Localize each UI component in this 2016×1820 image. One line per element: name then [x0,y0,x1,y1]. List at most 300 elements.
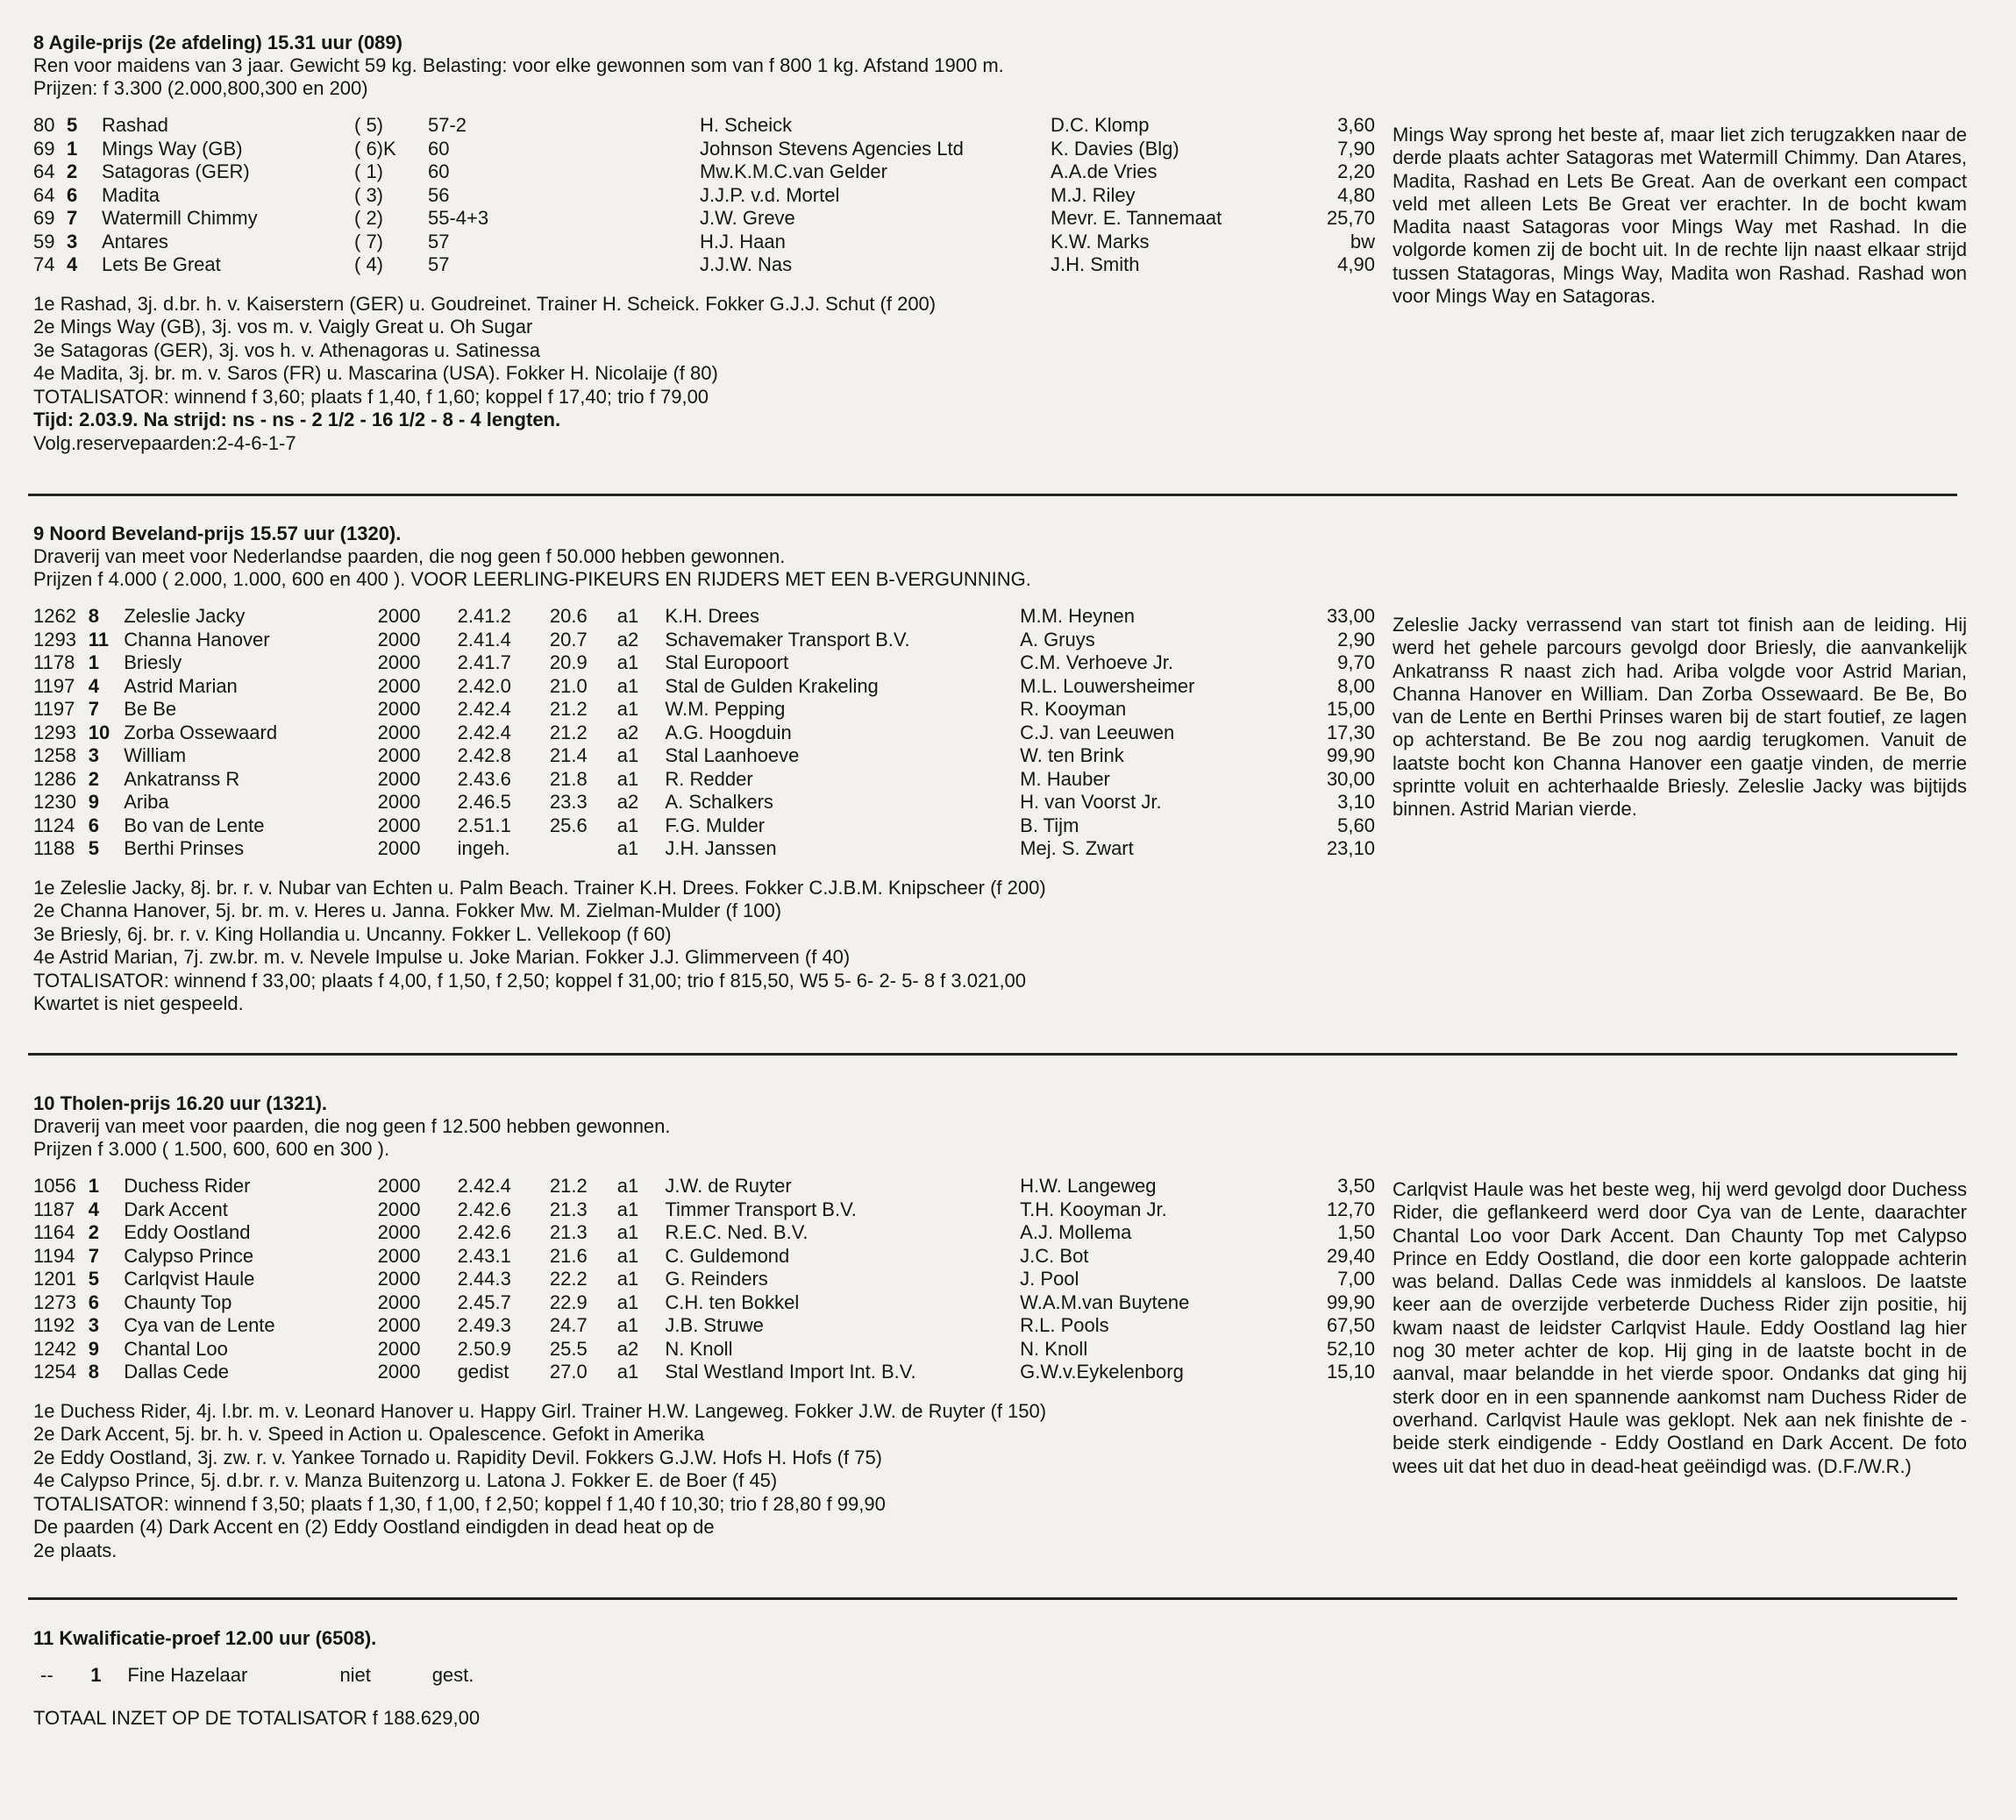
table-row [33,1198,1375,1222]
table-row [33,231,1375,254]
table-cell: a1 [616,651,639,673]
cell-number: 1 [90,1664,102,1686]
table-cell: Channa Hanover [124,628,270,651]
table-row [33,651,1375,675]
table-cell: Antares [102,230,168,252]
table-cell: 2.42.6 [457,1221,511,1243]
table-cell: 2 [88,767,99,790]
table-cell: 2000 [377,791,421,813]
table-cell: ( 7) [354,230,383,252]
table-cell: 74 [33,253,55,275]
table-cell: Mw.K.M.C.van Gelder [700,160,887,182]
table-cell: 8 [88,1361,99,1383]
table-cell: 17,30 [1326,721,1375,743]
table-cell: 99,90 [1326,1290,1375,1313]
table-cell: 4 [88,674,99,697]
table-cell: 1273 [33,1290,76,1313]
table-cell: 1262 [33,605,76,627]
table-row [33,1338,1375,1361]
table-cell: 1178 [33,651,75,673]
race-entries-table [33,114,1375,277]
table-cell: Briesly [124,651,182,673]
table-cell: Stal Europoort [665,651,789,673]
table-cell: H.W. Langeweg [1020,1175,1157,1197]
table-cell: Eddy Oostland [124,1221,251,1243]
table-cell: Ankatranss R [124,767,240,790]
table-row [33,722,1375,745]
table-cell: 2.41.7 [457,651,511,673]
table-cell: Duchess Rider [124,1175,251,1197]
table-cell: 1187 [33,1198,75,1220]
table-cell: R. Redder [665,767,753,790]
table-cell: M. Hauber [1020,767,1110,790]
table-cell: Zorba Ossewaard [124,721,278,743]
table-cell: 15,10 [1326,1361,1375,1383]
result-line: 4e Calypso Prince, 5j. d.br. r. v. Manza Buitenzorg u. Latona J. Fokker E. de Boer (f 45) [33,1469,778,1491]
table-cell: 1192 [33,1314,75,1336]
table-cell: Chaunty Top [124,1290,232,1313]
table-cell: 7 [67,207,78,229]
table-cell: Satagoras (GER) [102,160,250,182]
table-cell: 6 [88,814,99,836]
table-cell: 1 [67,137,78,160]
table-cell: 2,90 [1337,628,1375,651]
result-line: 2e Dark Accent, 5j. br. h. v. Speed in Action u. Opalescence. Gefokt in Amerika [33,1423,705,1445]
table-cell: 9 [88,1337,99,1360]
table-cell: C.J. van Leeuwen [1020,721,1175,743]
table-row [33,698,1375,722]
table-cell: J. Pool [1020,1268,1079,1290]
table-cell: R. Kooyman [1020,698,1127,720]
table-cell: 57 [428,253,450,275]
table-cell: 1293 [33,628,76,651]
table-cell: 25,70 [1326,207,1375,229]
table-cell: 99,90 [1326,744,1375,766]
table-cell: 2 [67,160,78,182]
table-cell: a1 [616,1290,639,1313]
table-cell: 2000 [377,814,421,836]
table-cell: 55-4+3 [428,207,489,229]
table-cell: 64 [33,160,55,182]
table-row [33,1175,1375,1198]
table-cell: 1242 [33,1337,76,1360]
table-cell: 60 [428,160,450,182]
table-cell: 3 [88,744,99,766]
table-cell: 1230 [33,791,76,813]
table-cell: 20.6 [549,605,588,627]
table-row [33,1664,524,1688]
table-cell: 27.0 [549,1361,588,1383]
table-cell: a2 [616,1337,639,1360]
table-cell: 2.44.3 [457,1268,511,1290]
table-cell: ( 1) [354,160,383,182]
table-cell: 52,10 [1326,1337,1375,1360]
table-cell: 2000 [377,1244,421,1267]
table-cell: Lets Be Great [102,253,221,275]
table-cell: 1254 [33,1361,76,1383]
result-line: 3e Satagoras (GER), 3j. vos h. v. Athenagoras u. Satinessa [33,338,541,361]
table-cell: ( 6)K [354,137,396,160]
table-cell: 2.42.4 [457,698,511,720]
table-cell: C.M. Verhoeve Jr. [1020,651,1174,673]
table-cell: William [124,744,187,766]
table-cell: H. Scheick [700,114,793,136]
table-row [33,605,1375,629]
table-cell: Berthi Prinses [124,837,245,859]
table-cell: C. Guldemond [665,1244,790,1267]
table-cell: A.A.de Vries [1051,160,1158,182]
table-cell: Carlqvist Haule [124,1268,255,1290]
table-cell: 57-2 [428,114,467,136]
table-cell: K.H. Drees [665,605,760,627]
table-cell: 3 [88,1314,99,1336]
table-cell: 2000 [377,698,421,720]
table-cell: 59 [33,230,55,252]
table-cell: a2 [616,791,639,813]
table-cell: Dallas Cede [124,1361,230,1383]
table-cell: Astrid Marian [124,674,238,697]
table-cell: J.J.W. Nas [700,253,793,275]
table-row [33,744,1375,768]
table-cell: 30,00 [1326,767,1375,790]
table-cell: 4 [67,253,78,275]
table-cell: 1197 [33,674,75,697]
table-row [33,1314,1375,1338]
table-cell: 2000 [377,1361,421,1383]
table-cell: 2000 [377,1175,421,1197]
table-cell: 3,10 [1337,791,1375,813]
table-row [33,1268,1375,1291]
table-cell: a1 [616,837,639,859]
table-row [33,675,1375,699]
table-cell: 4,90 [1337,253,1375,275]
race-results [33,877,1963,1016]
table-cell: 12,70 [1326,1198,1375,1220]
table-cell: 2.45.7 [457,1290,511,1313]
cell-form: -- [40,1664,53,1686]
table-cell: 25.6 [549,814,588,836]
race-comment: Zeleslie Jacky verrassend van start tot finish aan de leiding. Hij werd het gehele parcours gevolgd door Briesly, die aanvankelijk Ankatranss R naast zich had. Ariba volgde voor Astrid Marian, Channa Hanover en William. Dan Zorba Ossewaard. Be Be, Bo van de Lente en Berthi Prinses waren bij de start foutief, ze lagen op achterstand. Be Be zou nog aardig terugkomen. Vanuit de laatste bocht kon Channa Hanover een gaatje vinden, de merrie sprintte voluit en achterhaalde Briesly. Zeleslie Jacky was bijtijds binnen. Astrid Marian vierde. [1393,614,1967,821]
table-cell: 1164 [33,1221,75,1243]
table-cell: a1 [616,674,639,697]
table-cell: 60 [428,137,450,160]
table-cell: a1 [616,1221,639,1243]
cell-horse: Fine Hazelaar [127,1664,248,1686]
totalisator-line: TOTALISATOR: winnend f 3,50; plaats f 1,30, f 1,00, f 2,50; koppel f 1,40 f 10,30; trio f 28,80 f 99,90 [33,1492,886,1515]
table-cell: Zeleslie Jacky [124,605,246,627]
table-cell: a1 [616,1244,639,1267]
table-cell: ingeh. [457,837,510,859]
table-cell: 25.5 [549,1337,588,1360]
table-cell: Be Be [124,698,177,720]
table-cell: 2000 [377,744,421,766]
table-cell: Stal Westland Import Int. B.V. [665,1361,916,1383]
table-cell: 7 [88,698,99,720]
race-comment: Mings Way sprong het beste af, maar liet zich terugzakken naar de derde plaats achter Satagoras met Watermill Chimmy. Dan Atares, Madita, Rashad en Lets Be Great. Aan de overkant een compact veld met alleen Lets Be Great ver erachter. In de bocht kwam Madita naast Satagoras voor Mings Way met Rashad. In die volgorde komen zij de bocht uit. In de rechte lijn naast elkaar strijd tussen Statagoras, Mings Way, Madita won Rashad. Rashad won voor Mings Way en Satagoras. [1393,124,1967,308]
table-cell: Timmer Transport B.V. [665,1198,857,1220]
totalisator-line: TOTALISATOR: winnend f 33,00; plaats f 4,00, f 1,50, f 2,50; koppel f 31,00; trio f 815,50, W5 5- 6- 2- 5- 8 f 3.021,00 [33,969,1027,992]
table-cell: 2,20 [1337,160,1375,182]
table-cell: K. Davies (Blg) [1051,137,1179,160]
table-cell: A.J. Mollema [1020,1221,1132,1243]
table-cell: N. Knoll [665,1337,733,1360]
table-cell: H. van Voorst Jr. [1020,791,1162,813]
table-cell: 20.7 [549,628,588,651]
table-cell: 2000 [377,1314,421,1336]
table-row [33,160,1375,184]
race-results [33,293,1963,456]
table-cell: gedist [457,1361,509,1383]
table-cell: 2.50.9 [457,1337,511,1360]
table-cell: 2000 [377,605,421,627]
table-cell: 3,60 [1337,114,1375,136]
table-cell: a1 [616,1314,639,1336]
table-cell: 3,50 [1337,1175,1375,1197]
table-cell: a2 [616,628,639,651]
table-cell: 1293 [33,721,76,743]
table-cell [550,837,617,861]
table-cell: Schavemaker Transport B.V. [665,628,910,651]
table-cell: 33,00 [1326,605,1375,627]
table-cell: 9 [88,791,99,813]
table-cell: 10 [88,721,110,743]
table-cell: 6 [67,183,78,206]
table-cell: 1201 [33,1268,76,1290]
table-cell: 69 [33,207,55,229]
table-cell: 2.49.3 [457,1314,511,1336]
table-cell: 1 [88,651,99,673]
table-cell: 21.0 [549,674,588,697]
table-cell: a1 [616,1268,639,1290]
table-cell: 2.42.0 [457,674,511,697]
table-cell: 20.9 [549,651,588,673]
table-cell: 56 [428,183,450,206]
table-cell: M.L. Louwersheimer [1020,674,1195,697]
table-cell: J.J.P. v.d. Mortel [700,183,840,206]
table-row [33,791,1375,814]
race-entries-table [33,1664,524,1688]
table-cell: a1 [616,1198,639,1220]
table-cell: Dark Accent [124,1198,228,1220]
table-cell: 2000 [377,1198,421,1220]
race-9 [33,522,1967,1016]
table-cell: 57 [428,230,450,252]
table-cell: Cya van de Lente [124,1314,275,1336]
table-cell: C.H. ten Bokkel [665,1290,800,1313]
table-cell: 2000 [377,767,421,790]
table-cell: 2 [88,1221,99,1243]
table-cell: a1 [616,605,639,627]
table-cell: 21.2 [549,1175,588,1197]
table-cell: 3 [67,230,78,252]
table-cell: 7 [88,1244,99,1267]
table-cell: ( 3) [354,183,383,206]
table-cell: 2.42.6 [457,1198,511,1220]
table-cell: M.M. Heynen [1020,605,1135,627]
table-cell: a1 [616,1175,639,1197]
table-cell: M.J. Riley [1051,183,1136,206]
table-cell: Chantal Loo [124,1337,228,1360]
table-cell: a1 [616,767,639,790]
table-cell: A. Schalkers [665,791,773,813]
note-line: 2e plaats. [33,1539,118,1561]
section-divider [28,1053,1957,1056]
table-cell: 5 [88,837,99,859]
table-cell: 80 [33,114,55,136]
table-cell: J.C. Bot [1020,1244,1089,1267]
table-cell: ( 5) [354,114,383,136]
table-cell: 9,70 [1337,651,1375,673]
table-cell: 6 [88,1290,99,1313]
table-cell: A.G. Hoogduin [665,721,792,743]
table-row [33,1221,1375,1245]
table-cell: bw [1350,230,1375,252]
table-cell: R.L. Pools [1020,1314,1109,1336]
table-cell: 22.9 [549,1290,588,1313]
table-cell: 2.43.6 [457,767,511,790]
section-divider [28,494,1957,496]
race-prizes: Prijzen f 4.000 ( 2.000, 1.000, 600 en 400 ). VOOR LEERLING-PIKEURS EN RIJDERS MET EEN B-VERGUNNING. [33,568,1031,590]
table-cell: G.W.v.Eykelenborg [1020,1361,1184,1383]
total-bet-line: TOTAAL INZET OP DE TOTALISATOR f 188.629,00 [33,1706,481,1729]
table-cell: W.A.M.van Buytene [1020,1290,1190,1313]
section-divider [28,1597,1957,1600]
race-conditions: Draverij van meet voor paarden, die nog geen f 12.500 hebben gewonnen. [33,1115,671,1137]
table-cell: W.M. Pepping [665,698,786,720]
table-cell: 4 [88,1198,99,1220]
table-cell: Johnson Stevens Agencies Ltd [700,137,964,160]
table-cell: Stal de Gulden Krakeling [665,674,879,697]
table-cell: 2.42.8 [457,744,511,766]
result-line: 1e Rashad, 3j. d.br. h. v. Kaiserstern (GER) u. Goudreinet. Trainer H. Scheick. Fokker G.J.J. Schut (f 200) [33,292,937,315]
table-cell: 21.2 [549,721,588,743]
reserve-line: Volg.reservepaarden:2-4-6-1-7 [33,431,296,454]
table-cell: 2000 [377,1221,421,1243]
table-cell: 1194 [33,1244,75,1267]
table-cell: Mings Way (GB) [102,137,243,160]
race-title: 8 Agile-prijs (2e afdeling) 15.31 uur (089) [33,32,402,53]
table-cell: 21.4 [549,744,588,766]
result-line: 4e Astrid Marian, 7j. zw.br. m. v. Nevele Impulse u. Joke Marian. Fokker J.J. Glimmerveen (f 40) [33,946,851,968]
table-cell: 1188 [33,837,75,859]
table-cell: J.B. Struwe [665,1314,764,1336]
table-cell: 7,90 [1337,137,1375,160]
table-cell: J.H. Smith [1051,253,1140,275]
table-row [33,814,1375,838]
result-line: 2e Mings Way (GB), 3j. vos m. v. Vaigly Great u. Oh Sugar [33,316,533,338]
table-cell: 23.3 [549,791,588,813]
table-row [33,837,1375,861]
table-cell: Ariba [124,791,169,813]
race-10 [33,1091,1967,1562]
table-cell: 1197 [33,698,75,720]
table-cell: 1124 [33,814,75,836]
table-cell: G. Reinders [665,1268,768,1290]
result-line: 4e Madita, 3j. br. m. v. Saros (FR) u. Mascarina (USA). Fokker H. Nicolaije (f 80) [33,362,718,384]
table-cell: 5 [88,1268,99,1290]
table-cell: 2000 [377,1268,421,1290]
race-conditions: Ren voor maidens van 3 jaar. Gewicht 59 kg. Belasting: voor elke gewonnen som van f 800 1 kg. Afstand 1900 m. [33,54,1004,76]
table-cell: J.W. Greve [700,207,795,229]
table-cell: 4,80 [1337,183,1375,206]
table-cell: J.H. Janssen [665,837,777,859]
cell-status: niet [339,1664,371,1686]
race-comment: Carlqvist Haule was het beste weg, hij werd gevolgd door Duchess Rider, die geflankeerd werd door Cya van de Lente, daarachter Chantal Loo voor Dark Accent. Dan Chaunty Top met Calypso Prince en Eddy Oostland, die door een korte galoppade achterin was beland. Dallas Cede was inmiddels al kansloos. De laatste keer aan de overzijde verbeterde Duchess Rider zijn positie, hij kwam naast de leidster Carlqvist Haule. Eddy Oostland lag hier nog 30 meter achter de kop. Hij ging in de laatste bocht in de aanval, maar belandde in het vierde spoor. Ondanks dat ging hij sterk door en in een spannende aankomst nam Duchess Rider de overhand. Carlqvist Haule was geklopt. Nek aan nek finishte de - beide sterk eindigende - Eddy Oostland en Dark Accent. De foto wees uit dat het duo in dead-heat geëindigd was. (D.F./W.R.) [1393,1178,1967,1477]
race-entries-table [33,605,1375,861]
table-cell: 21.8 [549,767,588,790]
table-cell: R.E.C. Ned. B.V. [665,1221,809,1243]
race-11 [33,1626,1963,1730]
table-row [33,114,1375,138]
table-cell: 69 [33,137,55,160]
table-cell: D.C. Klomp [1051,114,1150,136]
table-cell: 23,10 [1326,837,1375,859]
table-cell: Mej. S. Zwart [1020,837,1134,859]
table-cell: Watermill Chimmy [102,207,258,229]
table-cell: 5 [67,114,78,136]
race-title: 11 Kwalificatie-proef 12.00 uur (6508). [33,1627,377,1649]
table-cell: 2000 [377,628,421,651]
table-cell: a1 [616,814,639,836]
cell-status: gest. [431,1664,474,1686]
table-cell: 1,50 [1337,1221,1375,1243]
result-line: 2e Channa Hanover, 5j. br. m. v. Heres u. Janna. Fokker Mw. M. Zielman-Mulder (f 100) [33,899,782,921]
table-cell: H.J. Haan [700,230,786,252]
race-8 [33,31,1967,455]
table-cell: a1 [616,698,639,720]
table-cell: F.G. Mulder [665,814,766,836]
table-row [33,1361,1375,1384]
table-cell: ( 2) [354,207,383,229]
table-cell: a1 [616,1361,639,1383]
result-line: 2e Eddy Oostland, 3j. zw. r. v. Yankee Tornado u. Rapidity Devil. Fokkers G.J.W. Hofs H. Hofs (f 75) [33,1446,882,1468]
table-cell: Calypso Prince [124,1244,254,1267]
table-cell: Madita [102,183,160,206]
table-cell: W. ten Brink [1020,744,1124,766]
table-row [33,768,1375,792]
table-cell: 22.2 [549,1268,588,1290]
result-line: 1e Duchess Rider, 4j. l.br. m. v. Leonard Hanover u. Happy Girl. Trainer H.W. Langeweg. Fokker J.W. de Ruyter (f 150) [33,1399,1047,1422]
table-cell: 1 [88,1175,99,1197]
table-cell: Rashad [102,114,168,136]
table-row [33,1291,1375,1315]
race-prizes: Prijzen: f 3.300 (2.000,800,300 en 200) [33,77,368,99]
table-cell: Mevr. E. Tannemaat [1051,207,1222,229]
table-cell: 64 [33,183,55,206]
totalisator-line: TOTALISATOR: winnend f 3,60; plaats f 1,40, f 1,60; koppel f 17,40; trio f 79,00 [33,385,709,408]
table-cell: 21.3 [549,1221,588,1243]
table-cell: 2000 [377,837,421,859]
table-cell: ( 4) [354,253,383,275]
note-line: De paarden (4) Dark Accent en (2) Eddy Oostland eindigden in dead heat op de [33,1516,715,1538]
table-row [33,207,1375,231]
table-cell: N. Knoll [1020,1337,1088,1360]
table-cell: B. Tijm [1020,814,1079,836]
table-cell: K.W. Marks [1051,230,1150,252]
table-row [33,629,1375,652]
table-cell: 21.3 [549,1198,588,1220]
table-cell: 29,40 [1326,1244,1375,1267]
table-cell: T.H. Kooyman Jr. [1020,1198,1167,1220]
table-row [33,184,1375,208]
table-cell: 2.43.1 [457,1244,511,1267]
table-cell: 5,60 [1337,814,1375,836]
table-cell: 2.46.5 [457,791,511,813]
table-cell: Stal Laanhoeve [665,744,800,766]
table-cell: 21.6 [549,1244,588,1267]
table-cell: 67,50 [1326,1314,1375,1336]
table-cell: 2000 [377,674,421,697]
